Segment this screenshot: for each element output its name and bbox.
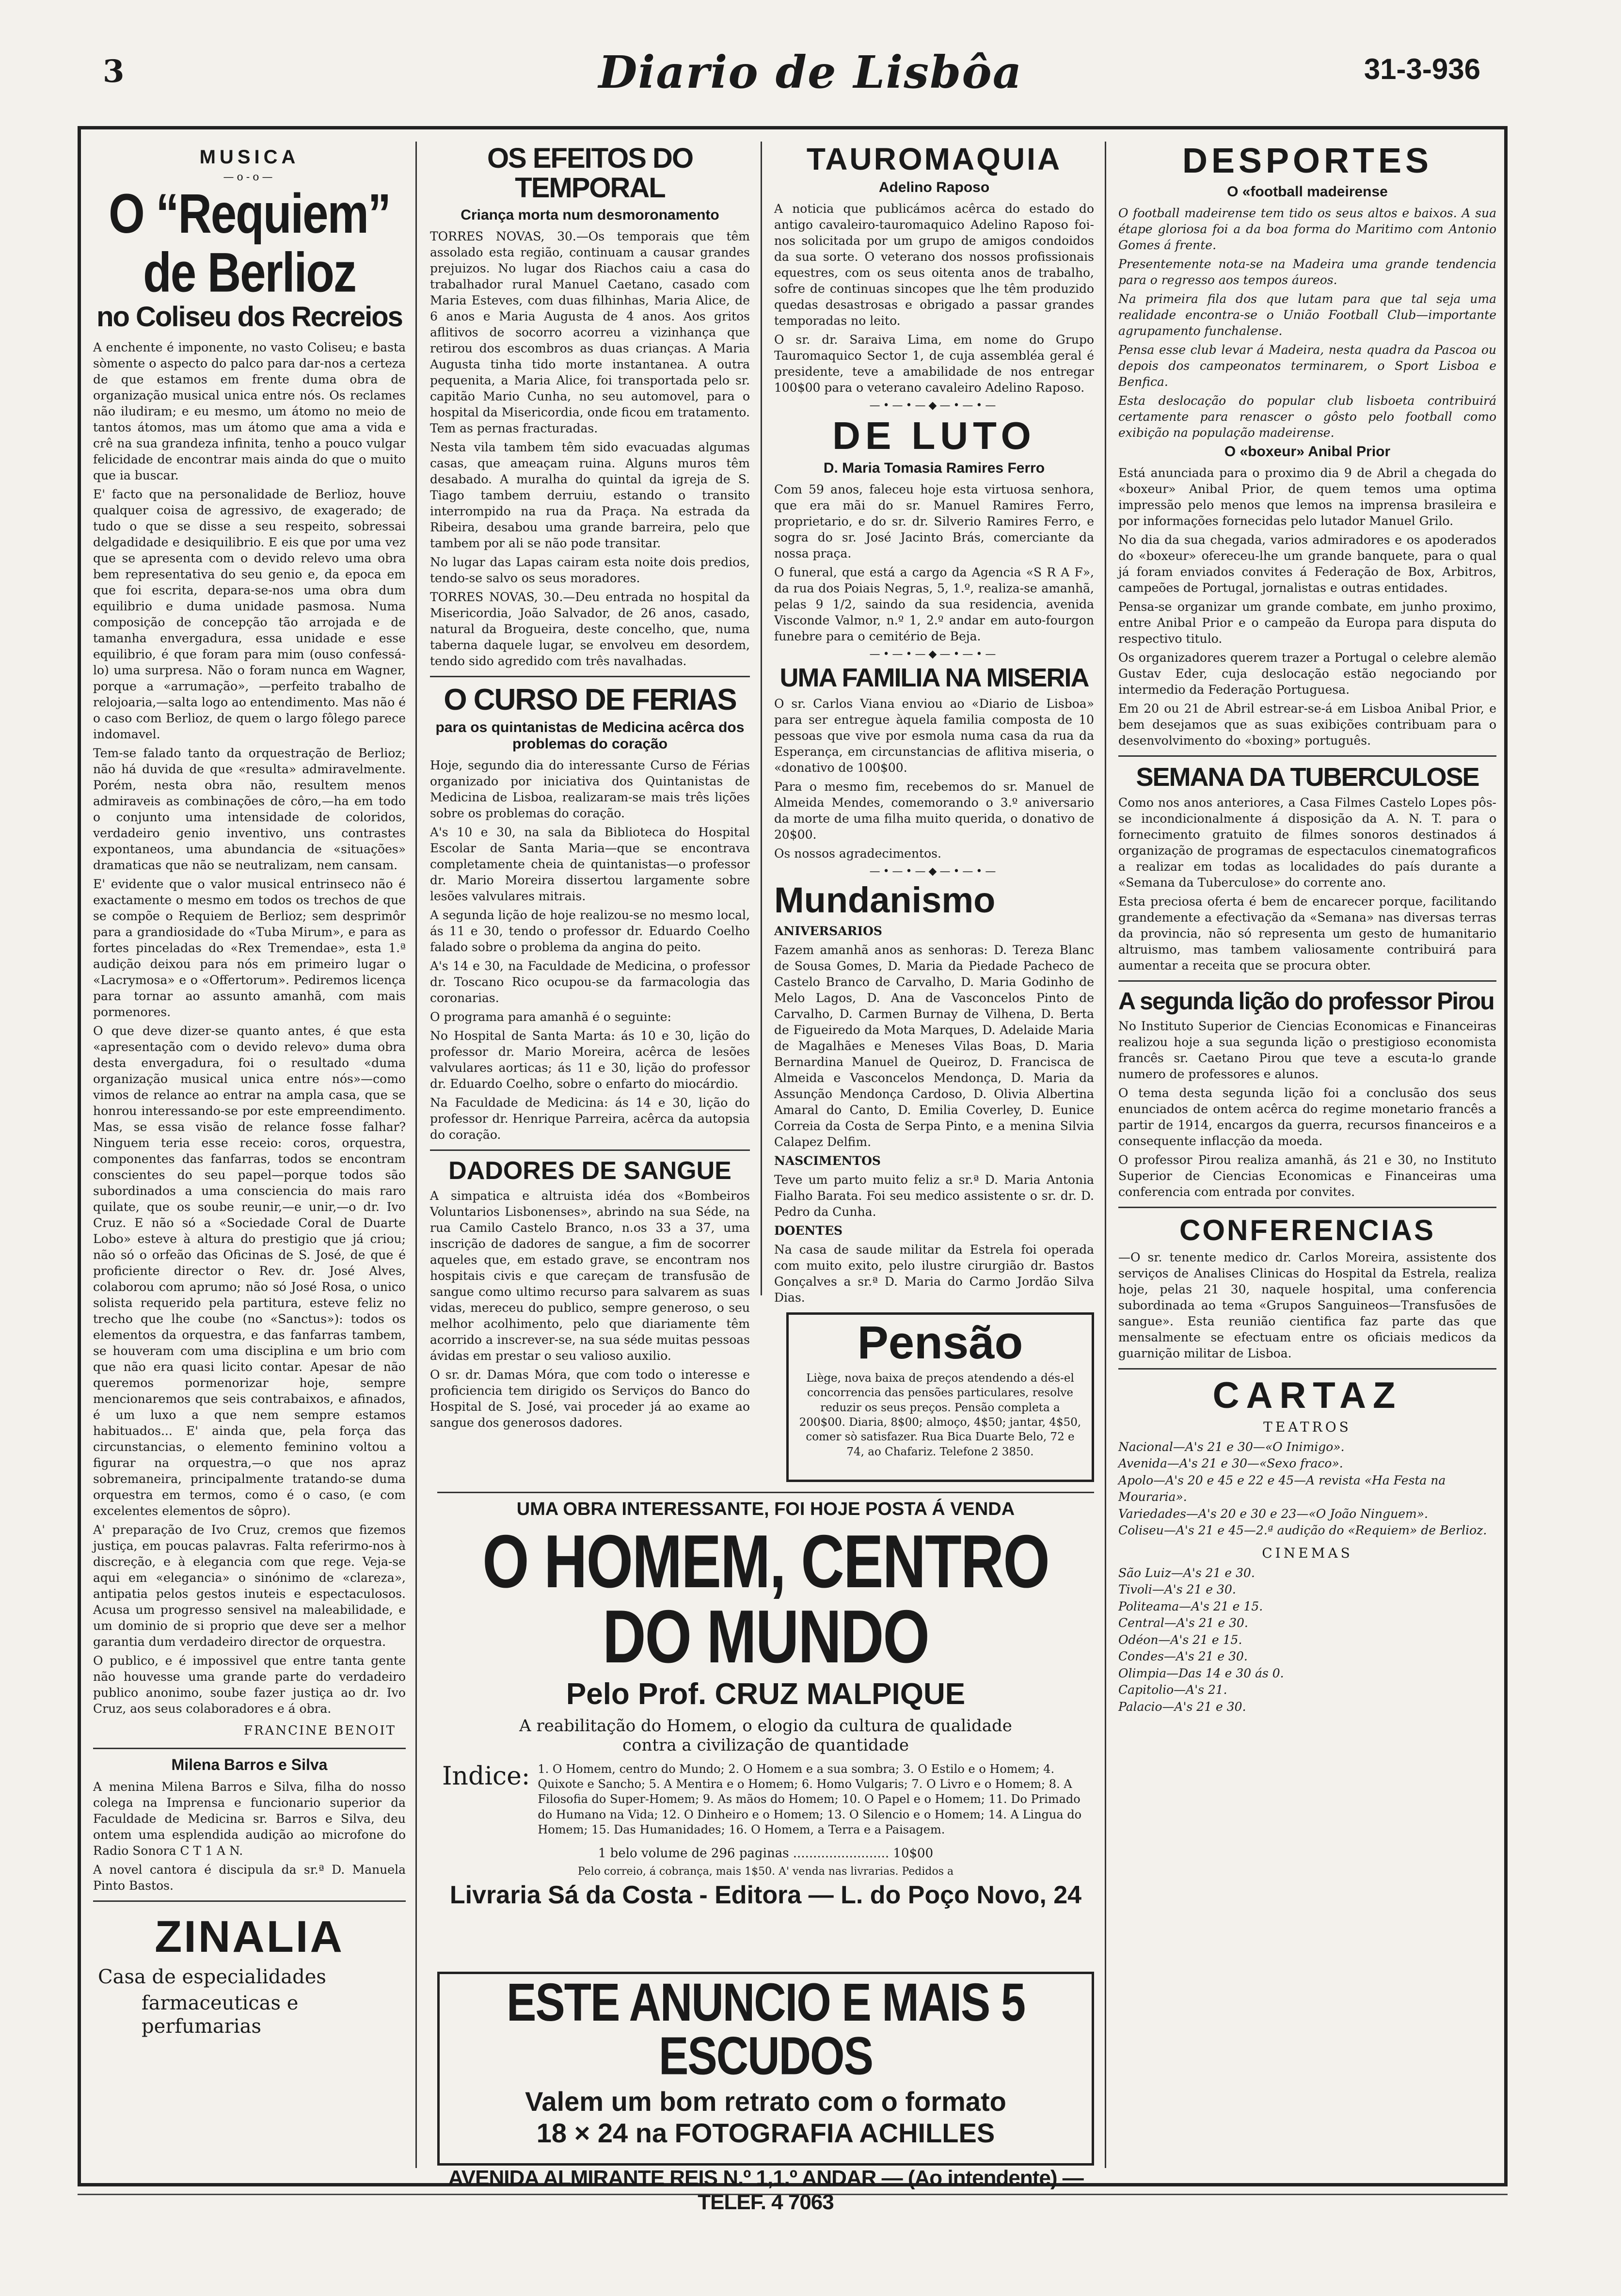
page-frame: [78, 126, 1508, 2214]
article-title-luto: DE LUTO: [832, 414, 1036, 458]
ad-book-author: Pelo Prof. CRUZ MALPIQUE: [566, 1677, 966, 1711]
ad-book-desc2: contra a civilização de quantidade: [622, 1736, 909, 1755]
page-bottom-rule: [78, 2194, 1508, 2195]
paragraph: No Instituto Superior de Ciencias Economicas e Financeiras realizou hoje a sua segunda lição o prestigioso economista francês sr. Caetano Pirou que teve a escuta-lo grande numero de professores e alunos.: [1118, 1019, 1496, 1081]
paragraph: Esta preciosa oferta é bem de encarecer porque, facilitando grandemente a efectivação da «Semana» nas diversas terras da provincia, não só representa um gesto de humanitario altruismo, mas tambem valiosamente contribuirá para aumentar a receita que se procura obter.: [1118, 894, 1496, 973]
ad-foto-title: ESTE ANUNCIO E MAIS 5 ESCUDOS: [507, 1973, 1025, 2086]
cartaz-entry: Palacio—A's 21 e 30.: [1118, 1699, 1246, 1714]
ad-foto-line1: Valem um bom retrato com o formato: [525, 2086, 1006, 2117]
paragraph: Em 20 ou 21 de Abril estrear-se-á em Lisboa Anibal Prior, e bem desejamos que as suas exibições contribuam para o desenvolvimento do «boxing» português.: [1118, 701, 1496, 748]
cartaz-entry: Central—A's 21 e 30.: [1118, 1616, 1248, 1630]
cartaz-cinemas-list: [1118, 1565, 1496, 1716]
subheading-aniversarios: ANIVERSARIOS: [774, 924, 882, 938]
article-subtitle-boxeur: O «boxeur» Anibal Prior: [1224, 443, 1391, 460]
ad-foto-address: AVENIDA ALMIRANTE REIS N.º 1,1.º ANDAR — (Ao intendente) — TELEF. 4 7063: [448, 2166, 1083, 2214]
paragraph: A's 10 e 30, na sala da Biblioteca do Hospital Escolar de Santa Maria—que se encontrava completamente cheia de quintanistas—o professor dr. Mario Moreira dissertou largamente sobre lesões valvulares mitrais.: [430, 825, 750, 903]
paragraph: Teve um parto muito feliz a sr.ª D. Maria Antonia Fialho Barata. Foi seu medico assistente o sr. dr. D. Pedro da Cunha.: [774, 1172, 1094, 1219]
divider: [93, 1900, 406, 1902]
paragraph: Está anunciada para o proximo dia 9 de Abril a chegada do «boxeur» Anibal Prior, de quem temos uma optima impressão pelo menos que lemos na imprensa brasileira e por informações fornecidas pelo lutador Manuel Grilo.: [1118, 465, 1496, 528]
ad-book-post: Pelo correio, á cobrança, mais 1$50. A' venda nas livrarias. Pedidos a: [577, 1865, 954, 1878]
divider: [1118, 755, 1496, 757]
cartaz-entry: Nacional—A's 21 e 30—«O Inimigo».: [1118, 1439, 1345, 1454]
paragraph: O funeral, que está a cargo da Agencia «S R A F», da rua dos Poiais Negras, 5, 1.º, realiza-se amanhã, pelas 9 1/2, saindo da sua residencia, avenida Visconde Valmor, n.º 1, 2.º andar em auto-fourgon funebre para o cemitério de Beja.: [774, 565, 1094, 644]
author-signature: FRANCINE BENOIT: [243, 1723, 396, 1738]
paragraph: Os organizadores querem trazer a Portugal o celebre alemão Gustav Eder, cuja deslocação estão negociando por intermedio da Federação Portuguesa.: [1118, 650, 1496, 697]
masthead-title: Diario de Lisbôa: [598, 46, 1023, 98]
paragraph: E' facto que na personalidade de Berlioz, houve qualquer coisa de agressivo, de exagerado; de tudo o que se disse a seu respeito, sobressai delgadidade e desiquilibrio. E eis que por uma vez que se apresenta com o devido relevo uma obra bem representativa do seu genio e, da epoca em que foi escrita, depara-se-nos uma obra dum equilibrio e duma unidade pasmosa. Numa composição de concepção tão arrojada e de tamanha envergadura, essa unidade e esse equilibrio, é que foram para mim (ouso confessá-lo) uma surpresa. Não o foram nunca em Wagner, porque a «arrumação», —perfeito trabalho de relojoaria,—salta logo ao entendimento. Mas não é o caso com Berlioz, de quem o largo fôlego parece indomavel.: [93, 487, 406, 742]
ornament: —•—•—◆—•—•—: [869, 648, 999, 661]
article-title-mundanismo: Mundanismo: [774, 879, 996, 920]
cartaz-teatros-label: TEATROS: [1263, 1419, 1351, 1435]
ad-book-indice: 1. O Homem, centro do Mundo; 2. O Homem e a sua sombra; 3. O Estilo e o Homem; 4. Quixote e Sancho; 5. A Mentira e o Homem; 6. Homo Vulgaris; 7. O Livro e o Homem; 8. A Filosofia do Super-Homem; 9. As mãos do Homem; 10. O Papel e o Homem; 11. Do Primado do Humano na Vida; 12. O Dinheiro e o Homem; 13. O Silencio e o Homem; 14. A Lingua do Homem; 15. Das Humanidades; 16. O Homem, a Terra e a Paisagem.: [538, 1762, 1082, 1836]
section-heading-desportes: DESPORTES: [1182, 142, 1433, 180]
paragraph: —O sr. tenente medico dr. Carlos Moreira, assistente dos serviços de Analises Clinicas do Hospital da Estrela, realiza hoje, pelas 21 30, naquele hospital, uma conferencia subordinada ao tema «Grupos Sanguineos—Transfusões de sangue». Esta reunião cientifica faz parte das que mensalmente se efectuam entre os oficiais medicos da guarnição militar de Lisboa.: [1118, 1250, 1496, 1360]
cartaz-teatros-list: [1118, 1439, 1496, 1539]
column-sociedade: [774, 142, 1094, 1305]
ornament: —o-o—: [223, 171, 276, 183]
ad-book-price: 1 belo volume de 296 paginas ........................ 10$00: [598, 1846, 934, 1861]
paragraph: Para o mesmo fim, recebemos do sr. Manuel de Almeida Mendes, comemorando o 3.º aniversario da morte de uma filha muito querida, o donativo de 20$00.: [774, 779, 1094, 842]
ad-pensao: [786, 1312, 1094, 1482]
paragraph: O sr. dr. Saraiva Lima, em nome do Grupo Tauromaquico Sector 1, de cuja assembléa geral é presidente, teve a amabilidade de nos entregar 100$00 para o veterano cavaleiro Adelino Raposo.: [774, 333, 1094, 395]
divider: [1118, 1207, 1496, 1208]
cartaz-entry: Tivoli—A's 21 e 30.: [1118, 1582, 1236, 1597]
paragraph: A novel cantora é discipula da sr.ª D. Manuela Pinto Bastos.: [93, 1863, 406, 1893]
cartaz-cinemas-label: CINEMAS: [1262, 1545, 1353, 1561]
column-rule: [415, 142, 417, 2168]
cartaz-entry: Condes—A's 21 e 30.: [1118, 1649, 1248, 1664]
ad-zinalia-line2: farmaceuticas e perfumarias: [142, 1992, 299, 2038]
paragraph: A menina Milena Barros e Silva, filha do nosso colega na Imprensa e funcionario superior da Faculdade de Medicina sr. Barros e Silva, deu ontem uma esplendida audição ao microfone do Radio Sonora C T 1 A N.: [93, 1780, 406, 1858]
cartaz-entry: Politeama—A's 21 e 15.: [1118, 1599, 1263, 1613]
ad-fotografia-achilles: [437, 1972, 1094, 2214]
column-noticias: [430, 143, 750, 1430]
divider: [1118, 1368, 1496, 1370]
paragraph: TORRES NOVAS, 30.—Os temporais que têm assolado esta região, continuam a causar grandes prejuizos. No lugar dos Riachos caiu a casa do trabalhador rural Manuel Caetano, casado com Maria Esteves, com duas filhinhas, Maria Alice, de 6 anos e Maria Augusta de 4 anos. Aos gritos aflitivos de socorro acorreu a vizinhança que retirou dos escombros as duas crianças. A Maria Augusta tinha tido morte instantanea. A outra pequenita, a Maria Alice, foi transportada pelo sr. capitão Mario Cunha, no seu automovel, para o hospital da Misericordia, onde ficou em tratamento. Tem as pernas fracturadas.: [430, 229, 750, 435]
paragraph: Pensa-se organizar um grande combate, em junho proximo, entre Anibal Prior e o campeão da Europa para disputa do respectivo titulo.: [1118, 599, 1496, 646]
paragraph: Com 59 anos, faleceu hoje esta virtuosa senhora, que era mãi do sr. Manuel Ramires Ferro, proprietario, e do sr. dr. Silverio Ramires Ferro, e sogra do sr. José Jacinto Brás, comerciante da nossa praça.: [774, 482, 1094, 561]
article-title-temporal: OS EFEITOS DO TEMPORAL: [487, 143, 693, 204]
subheading-doentes: DOENTES: [774, 1223, 843, 1238]
paragraph: No lugar das Lapas cairam esta noite dois predios, tendo-se salvo os seus moradores.: [430, 555, 750, 585]
article-subtitle-tauromaquia: Adelino Raposo: [878, 179, 990, 196]
paragraph: O publico, e é impossivel que entre tanta gente não houvesse uma grande parte do verdadeiro publico anonimo, soube fazer justiça ao dr. Ivo Cruz, aos seus colaboradores e á obra.: [93, 1654, 406, 1716]
article-title-ferias: O CURSO DE FERIAS: [444, 683, 736, 717]
paragraph: No Hospital de Santa Marta: ás 10 e 30, lição do professor dr. Mario Moreira, acêrca de lesões valvulares aorticas; ás 11 e 30, lição do professor dr. Eduardo Coelho, sobre o enfarto do miocárdio.: [430, 1028, 750, 1091]
column-rule: [761, 142, 762, 1295]
ad-book-desc1: A reabilitação do Homem, o elogio da cultura de qualidade: [519, 1716, 1012, 1736]
paragraph: No dia da sua chegada, varios admiradores e os apoderados do «boxeur» ofereceu-lhe um grande banquete, para o qual já foram enviados convites á Federação de Box, Arbitros, campeões de Portugal, jornalistas e outras entidades.: [1118, 532, 1496, 595]
paragraph: Na casa de saude militar da Estrela foi operada com muito exito, pelo ilustre cirurgião dr. Bastos Gonçalves a sr.ª D. Maria do Carmo Jordão Silva Dias.: [774, 1242, 1094, 1305]
paragraph: A segunda lição de hoje realizou-se no mesmo local, ás 11 e 30, tendo o professor dr. Eduardo Coelho falado sobre o problema da angina do peito.: [430, 908, 750, 954]
cartaz-entry: Variedades—A's 20 e 30 e 23—«O João Ninguem».: [1118, 1506, 1428, 1521]
paragraph: O tema desta segunda lição foi a conclusão dos seus enunciados de ontem acêrca do regime monetario francês a partir de 1914, encargos da guerra, recursos financeiros e a consequente inflacção da moeda.: [1118, 1085, 1496, 1148]
cartaz-entry: Coliseu—A's 21 e 45—2.ª audição do «Requiem» de Berlioz.: [1118, 1523, 1487, 1538]
article-subtitle-requiem: no Coliseu dos Recreios: [96, 301, 402, 333]
column-rule: [1105, 142, 1106, 2168]
section-heading-musica: MUSICA: [199, 146, 300, 168]
article-title-tuberculose: SEMANA DA TUBERCULOSE: [1136, 762, 1479, 792]
paragraph: A's 14 e 30, na Faculdade de Medicina, o professor dr. Toscano Rico ocupou-se da farmacologia das coronarias.: [430, 958, 750, 1005]
ad-zinalia-line1: Casa de especialidades: [98, 1966, 326, 1989]
divider: [430, 676, 750, 677]
ad-book-indice-label: Indice:: [442, 1762, 530, 1791]
paragraph: Pensa esse club levar á Madeira, nesta quadra da Pascoa ou depois dos campeonatos terminarem, o Sport Lisboa e Benfica.: [1118, 342, 1496, 389]
ornament: —•—•—◆—•—•—: [869, 399, 999, 412]
paragraph: O sr. dr. Damas Móra, que com todo o interesse e proficiencia tem dirigido os Serviços do Banco do Hospital de S. José, vai proceder já ao exame ao sangue dos generosos dadores.: [430, 1368, 750, 1430]
column-desportes: [1118, 143, 1496, 2155]
paragraph: Como nos anos anteriores, a Casa Filmes Castelo Lopes pôs-se incondicionalmente á disposição da A. N. T. para o fornecimento gratuito de filmes sonoros destinados á organização de programas de espectaculos cinematograficos a realizar em todas as localidades do país durante a «Semana da Tuberculose» do corrente ano.: [1118, 796, 1496, 890]
paragraph: Nesta vila tambem têm sido evacuadas algumas casas, que ameaçam ruina. Alguns muros têm desabado. A muralha do quintal da igreja de S. Tiago tambem derruiu, estando o transito interrompido na rua da Praça. Na estrada da Ribeira, desabou uma grande barreira, pelo que tambem por ali se não pode transitar.: [430, 440, 750, 550]
paragraph: O professor Pirou realiza amanhã, ás 21 e 30, no Instituto Superior de Ciencias Economicas e Financeiras uma conferencia com entrada por convites.: [1118, 1152, 1496, 1199]
column-musica: [93, 143, 406, 2155]
paragraph: Tem-se falado tanto da orquestração de Berlioz; não há duvida de que «resulta» admiravelmente. Porém, nesta obra não, resultem menos admiraveis as combinações de côro,—ha em todo o conjunto uma intensidade de coloridos, verdadeiro genio inventivo, uns contrastes expontaneos, uma abundancia de «situações» dramaticas que não se neutralizam, nem cansam.: [93, 746, 406, 873]
divider: [1118, 980, 1496, 982]
paragraph: O sr. Carlos Viana enviou ao «Diario de Lisboa» para ser entregue àquela familia composta de 10 pessoas que vive por esmola numa casa da rua da Esperança, em circunstancias de aflitiva miseria, o «donativo de 100$00.: [774, 696, 1094, 775]
issue-date: 31-3-936: [1364, 53, 1480, 85]
ornament: —•—•—◆—•—•—: [869, 865, 999, 877]
article-subtitle-luto: D. Maria Tomasia Ramires Ferro: [823, 460, 1045, 477]
article-title-familia: UMA FAMILIA NA MISERIA: [779, 663, 1089, 693]
paragraph: TORRES NOVAS, 30.—Deu entrada no hospital da Misericordia, João Salvador, de 26 anos, casado, natural da Brogueira, deste concelho, que, numa taberna daquele lugar, se envolveu em desordem, tendo sido agredido com três navalhadas.: [430, 590, 750, 668]
divider: [430, 1149, 750, 1151]
ad-book-title: O HOMEM, CENTRO DO MUNDO: [482, 1520, 1049, 1679]
subheading-nascimentos: NASCIMENTOS: [774, 1153, 881, 1168]
divider: [437, 1492, 1094, 1493]
paragraph: Fazem amanhã anos as senhoras: D. Tereza Blanc de Sousa Gomes, D. Maria da Piedade Pacheco de Castelo Branco de Carvalho, D. Maria Godinho de Melo Lagos, D. Ana de Vasconcelos Pinto de Carvalho, D. Carmen Burnay de Vilhena, D. Berta de Figueiredo da Mota Marques, D. Adelaide Maria de Magalhães e Meneses Vilas Boas, D. Maria Bernardina Manuel de Queiroz, D. Francisca de Almeida e Vasconcelos Mendonça, D. Maria da Assunção Mendonça Cardoso, D. Olivia Albertina Amaral do Canto, D. Emilia Coverley, D. Eunice Correia da Costa de Serpa Pinto, e a menina Silvia Calapez Delfim.: [774, 942, 1094, 1149]
cartaz-entry: São Luiz—A's 21 e 30.: [1118, 1565, 1255, 1580]
ad-book-kicker: UMA OBRA INTERESSANTE, FOI HOJE POSTA Á VENDA: [516, 1499, 1015, 1519]
cartaz-entry: Capitolio—A's 21.: [1118, 1683, 1227, 1697]
ad-book-homem: [437, 1492, 1094, 1969]
section-heading-tauromaquia: TAUROMAQUIA: [806, 142, 1062, 176]
article-title-milena: Milena Barros e Silva: [171, 1756, 328, 1774]
paragraph: O que deve dizer-se quanto antes, é que esta «apresentação com o devido relevo» duma obra desta envergadura, foi o resultado «duma organização musical unica entre nós»—como vimos de relance ao entrar na ampla casa, que se honrou interessando-se por este empreendimento. Mas, se essa visão de relance fosse falhar? Ninguem teria esse receio: coros, orquestra, componentes das fanfarras, todos se encontram conscientes do seu papel—porque todos são subordinados a uma consciencia do mais raro quilate, que os soube reunir,—e unir,—o dr. Ivo Cruz. E não só a «Sociedade Coral de Duarte Lobo» esteve à altura do prestigio que já criou; não só o orfeão das Oficinas de S. José, de que é proficiente director o Rev. dr. José Alves, colaborou com aprumo; não só José Rosa, o unico solista requerido pela partitura, esteve feliz no trecho que lhe coube (no «Sanctus»): todos os elementos da orquestra, e das fanfarras tambem, se houveram com uma disciplina e um brio com que não era quasi licito contar. Apesar de não queremos pormenorizar hoje, sempre mencionaremos que seis contrabaixos, e afinados, é um luxo a que nem sempre estamos habituados... E' ainda que, pela força das circunstancias, o elemento feminino voltou a figurar na orquestra,—o que nos apraz sobremaneira, principalmente tratando-se duma orquestra em termos, como é o caso, (e com excelentes elementos de sôpro).: [93, 1024, 406, 1518]
paragraph: A' preparação de Ivo Cruz, cremos que fizemos justiça, em poucas palavras. Falta referirmo-nos à discreção, e à elegancia com que rege. Veja-se aqui em «elegancia» o sinónimo de «clareza», antipatia pelos gestos inuteis e espectaculosos. Acusa um progresso sensivel na maleabilidade, e um dominio de si proprio que deve ser a melhor garantia dum verdadeiro director de orquestra.: [93, 1523, 406, 1649]
ad-pensao-text: Liège, nova baixa de preços atendendo a dés-el concorrencia das pensões particulares, resolve reduzir os seus preços. Pensão completa a 200$00. Diaria, 8$00; almoço, 4$50; jantar, 4$50, comer sò satisfazer. Rua Bica Duarte Belo, 72 e 74, ao Chafariz. Telefone 2 3850.: [799, 1372, 1081, 1458]
article-title-dadores: DADORES DE SANGUE: [448, 1156, 731, 1185]
article-title-pirou: A segunda lição do professor Pirou: [1118, 988, 1494, 1015]
page-number: 3: [103, 53, 125, 90]
divider: [93, 1748, 406, 1749]
ad-pensao-title: Pensão: [857, 1317, 1023, 1369]
paragraph: O football madeirense tem tido os seus altos e baixos. A sua étape gloriosa foi a da boa forma do Maritimo com Antonio Gomes á frente.: [1118, 206, 1496, 252]
ad-zinalia-name: ZINALIA: [155, 1912, 344, 1962]
ad-book-publisher: Livraria Sá da Costa - Editora — L. do Poço Novo, 24: [449, 1881, 1082, 1909]
article-subtitle-football: O «football madeirense: [1227, 183, 1388, 200]
ad-foto-line2: 18 × 24 na FOTOGRAFIA ACHILLES: [536, 2118, 995, 2148]
article-title-requiem: O “Requiem” de Berlioz: [109, 183, 390, 304]
paragraph: Na primeira fila dos que lutam para que tal seja uma realidade encontra-se o União Football Club—importante agrupamento funchalense.: [1118, 291, 1496, 338]
article-subtitle-temporal: Criança morta num desmoronamento: [461, 207, 719, 223]
paragraph: Na Faculdade de Medicina: ás 14 e 30, lição do professor dr. Henrique Parreira, acêrca da autopsia do coração.: [430, 1095, 750, 1142]
paragraph: Os nossos agradecimentos.: [774, 846, 941, 861]
cartaz-entry: Apolo—A's 20 e 45 e 22 e 45—A revista «Ha Festa na Mouraria».: [1118, 1473, 1446, 1504]
article-subtitle-ferias: para os quintanistas de Medicina acêrca dos problemas do coração: [435, 719, 745, 752]
paragraph: A simpatica e altruista idéa dos «Bombeiros Voluntarios Lisbonenses», abrindo na sua Séde, na rua Camilo Castelo Branco, n.os 33 a 37, uma inscrição de dadores de sangue, a fim de socorrer aqueles que, em estado grave, se encontram nos hospitais civis e que careçam de transfusão de sangue como ultimo recurso para salvarem as suas vidas, mereceu do publico, sempre generoso, o seu melhor acolhimento, pelo que diariamente têm acorrido a inscrever-se, na sua séde muitas pessoas ávidas em prestar o seu valioso auxilio.: [430, 1189, 750, 1363]
cartaz-entry: Avenida—A's 21 e 30—«Sexo fraco».: [1118, 1456, 1343, 1471]
paragraph: A noticia que publicámos acêrca do estado do antigo cavaleiro-tauromaquico Adelino Raposo foi-nos solicitada por um grupo de amigos condoidos da sua sorte. O veterano dos nossos profissionais equestres, com os seus oitenta anos de trabalho, sofre de continuas sincopes que lhe têm produzido quedas desastrosas e obrigado a passar grandes temporadas no leito.: [774, 202, 1094, 328]
paragraph: A enchente é imponente, no vasto Coliseu; e basta sòmente o aspecto do palco para dar-nos a certeza de que estamos em frente duma obra de organização musical unica entre nós. Os reclames não iludiram; e eu mesmo, um átomo no meio de tantos átomos, mas um átomo que ama a vida e crê na sua grandeza infinita, tenho a pouco vulgar felicidade de encontrar mais ainda do que o muito que ia buscar.: [93, 340, 406, 483]
paragraph: E' evidente que o valor musical entrinseco não é exactamente o mesmo em todos os trechos de que se compõe o Requiem de Berlioz; sem desprimôr para a grandiosidade do «Tuba Mirum», e para as fortes pinceladas do «Rex Tremendae», esta 1.ª audição deixou para nós em primeiro lugar o «Lacrymosa» e o «Offertorum». Pediremos licença para tornar ao assunto amanhã, com mais pormenores.: [93, 877, 406, 1020]
paragraph: Esta deslocação do popular club lisboeta contribuirá certamente para renascer o gôsto pelo football como exibição na população madeirense.: [1118, 393, 1496, 440]
paragraph: Presentemente nota-se na Madeira uma grande tendencia para o regresso aos tempos áureos.: [1118, 256, 1496, 287]
cartaz-entry: Olimpia—Das 14 e 30 ás 0.: [1118, 1666, 1284, 1680]
cartaz-entry: Odéon—A's 21 e 15.: [1118, 1632, 1242, 1647]
paragraph: Hoje, segundo dia do interessante Curso de Férias organizado por iniciativa dos Quintanistas de Medicina de Lisboa, realizaram-se mais três lições sobre os problemas do coração.: [430, 758, 750, 820]
paragraph: O programa para amanhã é o seguinte:: [430, 1009, 671, 1024]
article-title-conferencias: CONFERENCIAS: [1179, 1213, 1436, 1246]
article-title-cartaz: CARTAZ: [1212, 1374, 1402, 1416]
